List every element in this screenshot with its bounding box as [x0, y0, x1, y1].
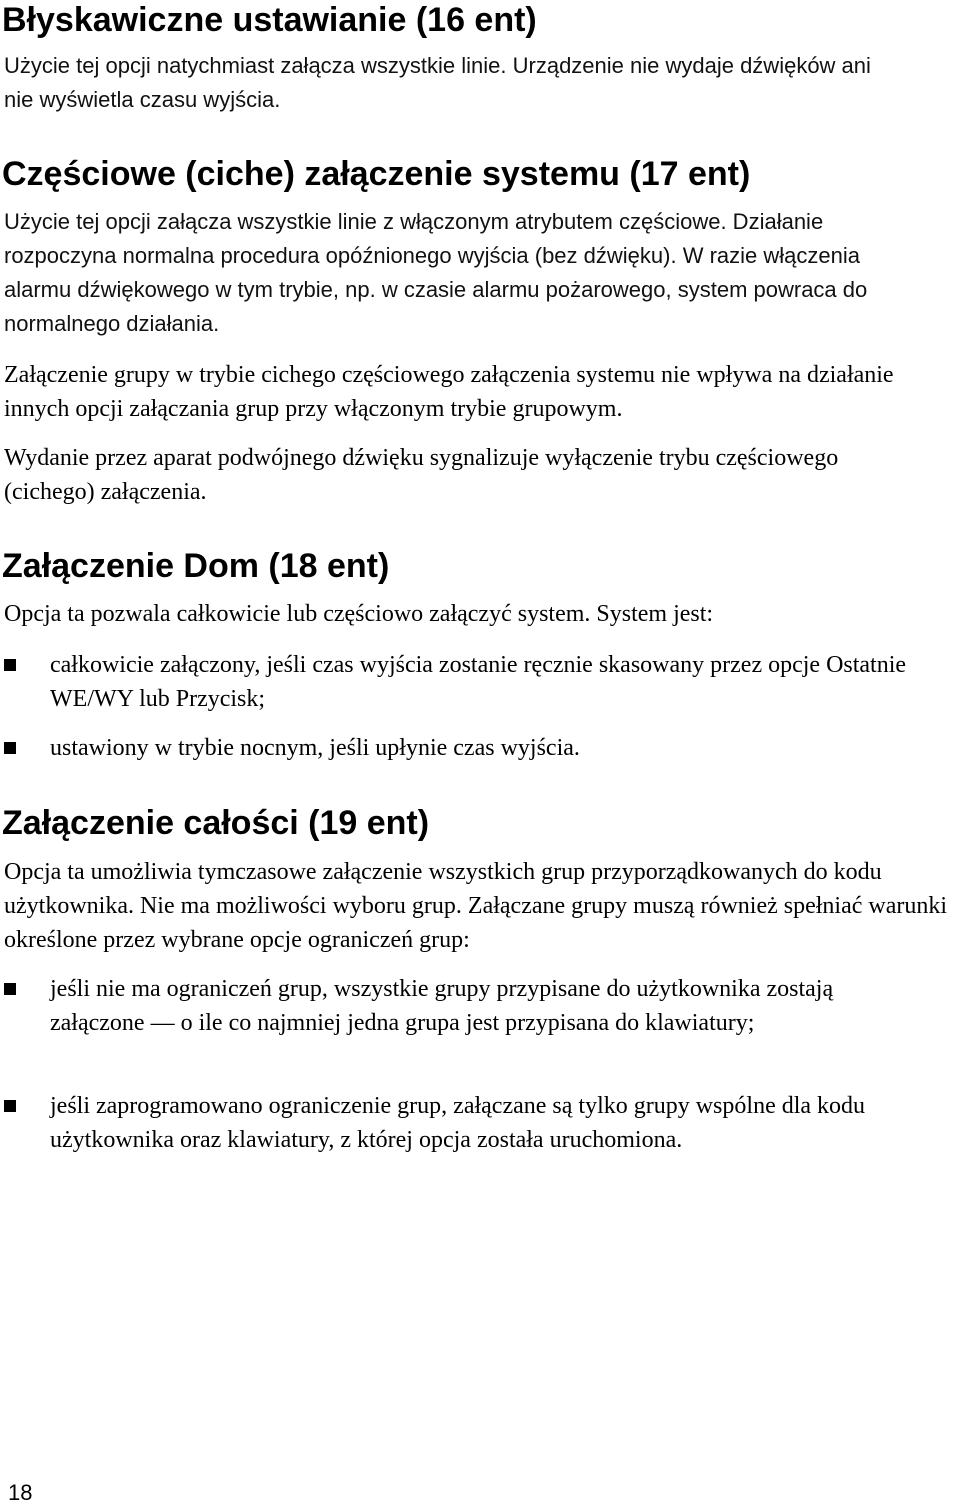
- bullet-square-icon: [4, 1100, 16, 1112]
- list-item: całkowicie załączony, jeśli czas wyjścia zostanie ręcznie skasowany przez opcje Ostatnie WE/WY lub Przycisk;: [50, 652, 907, 712]
- list-item: jeśli nie ma ograniczeń grup, wszystkie grupy przypisane do użytkownika zostają załączone — o ile co najmniej jedna grupa jest przypisana do klawiatury;: [50, 976, 834, 1036]
- bullet-square-icon: [4, 659, 16, 671]
- section-heading-home-arm: Załączenie Dom (18 ent): [2, 547, 390, 585]
- bullet-square-icon: [4, 983, 16, 995]
- page-number: 18: [8, 1480, 33, 1505]
- section-heading-quick-arm: Błyskawiczne ustawianie (16 ent): [2, 1, 537, 39]
- section-paragraph: Wydanie przez aparat podwójnego dźwięku sygnalizuje wyłączenie trybu częściowego (cichego) załączenia.: [4, 445, 839, 505]
- section-paragraph: Załączenie grupy w trybie cichego częściowego załączenia systemu nie wpływa na działanie innych opcji załączania grup przy włączonym trybie grupowym.: [4, 362, 894, 422]
- section-paragraph: Opcja ta pozwala całkowicie lub częściowo załączyć system. System jest:: [4, 601, 714, 627]
- section-paragraph: Użycie tej opcji natychmiast załącza wszystkie linie. Urządzenie nie wydaje dźwięków ani nie wyświetla czasu wyjścia.: [4, 53, 871, 112]
- section-paragraph: Użycie tej opcji załącza wszystkie linie z włączonym atrybutem częściowe. Działanie rozpoczyna normalna procedura opóźnionego wyjścia (bez dźwięku). W razie włączenia alarmu dźwiękowego w tym trybie, np. w czasie alarmu pożarowego, system powraca do normalnego działania.: [4, 209, 868, 336]
- bullet-square-icon: [4, 742, 16, 754]
- list-item: ustawiony w trybie nocnym, jeśli upłynie czas wyjścia.: [50, 735, 580, 761]
- list-item: jeśli zaprogramowano ograniczenie grup, załączane są tylko grupy wspólne dla kodu użytkownika oraz klawiatury, z której opcja została uruchomiona.: [50, 1093, 866, 1153]
- section-paragraph: Opcja ta umożliwia tymczasowe załączenie wszystkich grup przyporządkowanych do kodu użytkownika. Nie ma możliwości wyboru grup. Załączane grupy muszą również spełniać warunki określone przez wybrane opcje ograniczeń grup:: [4, 859, 948, 953]
- section-heading-full-arm: Załączenie całości (19 ent): [2, 804, 430, 842]
- section-heading-partial-arm: Częściowe (ciche) załączenie systemu (17 ent): [2, 155, 751, 193]
